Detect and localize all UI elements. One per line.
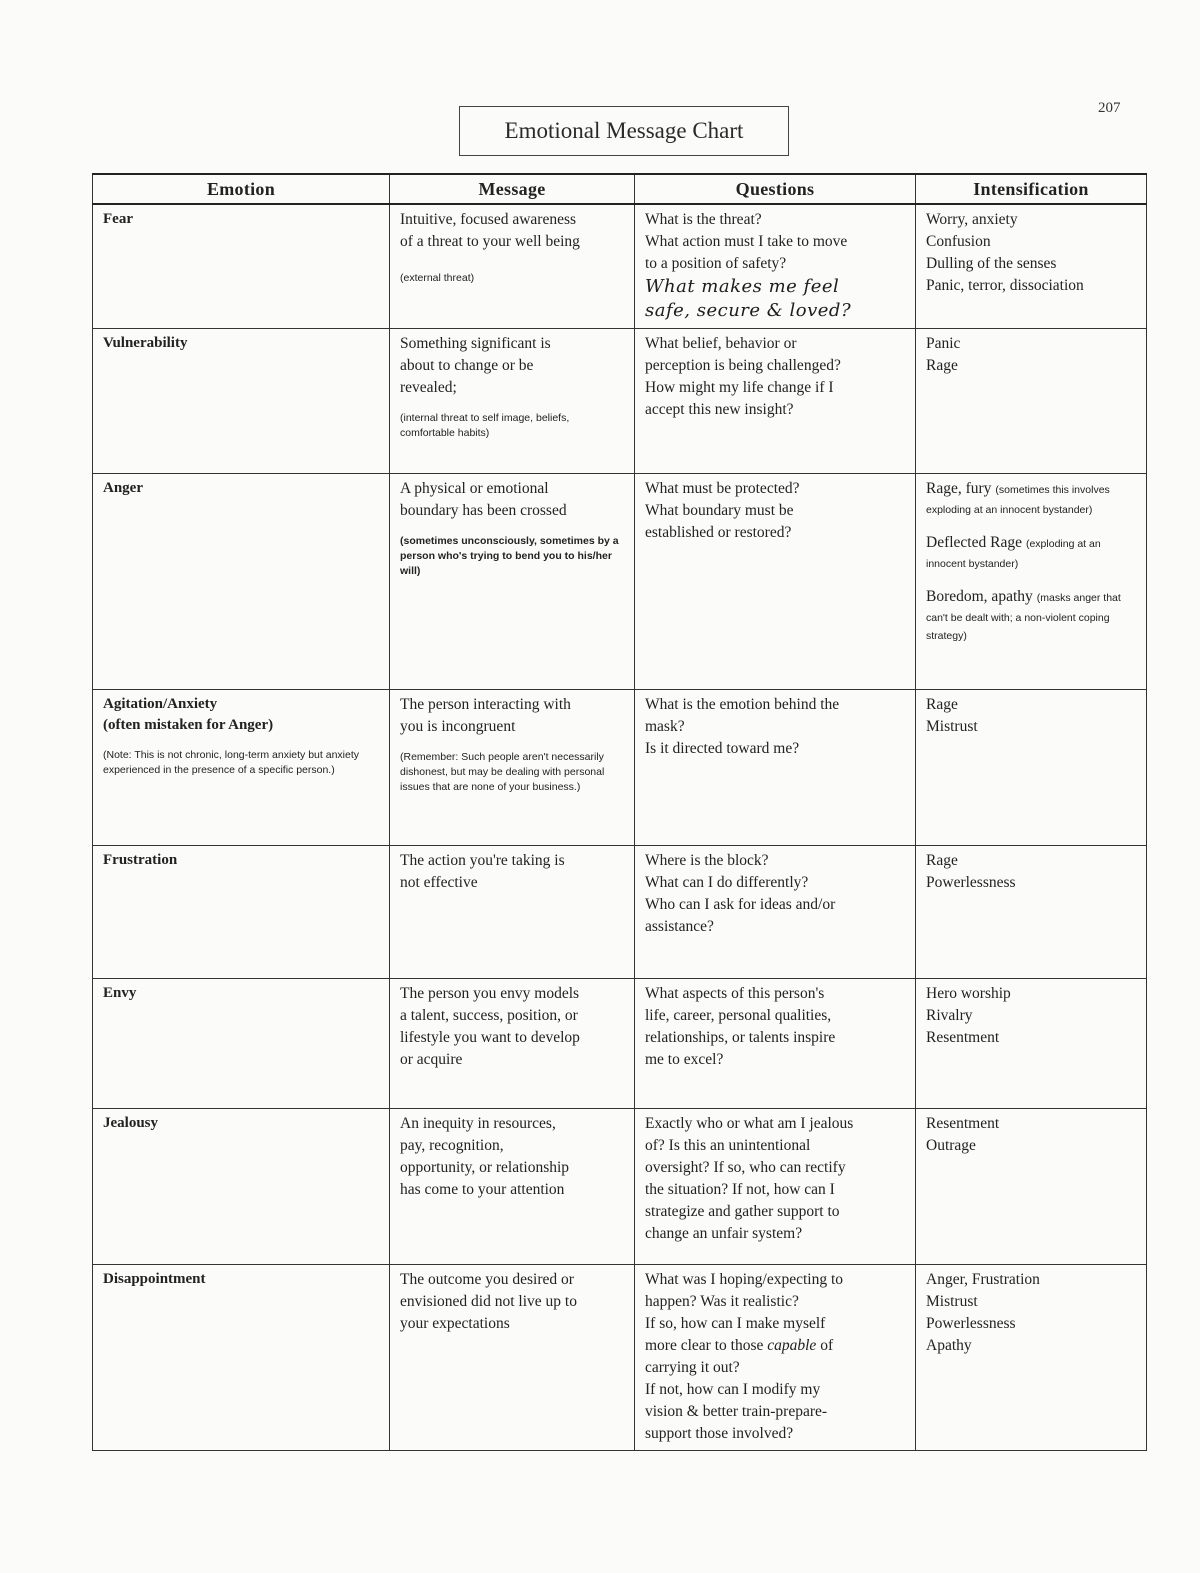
table-row-disappointment [93,1264,1147,1450]
table-row-vulnerability [93,328,1147,473]
question-line: me to excel? [645,1050,724,1068]
message-line: The person interacting with [400,695,571,713]
question-line: to a position of safety? [645,255,787,272]
message-line: An inequity in resources, [400,1114,556,1132]
intensification-line: Mistrust [926,1292,978,1310]
intensification-note: (sometimes this involves exploding at an innocent bystander) [926,483,1110,516]
emotion-name: Envy [103,984,137,1001]
message-line: Something significant is [400,334,551,352]
intensification-line: Rivalry [926,1006,973,1024]
question-line: relationships, or talents inspire [645,1028,836,1046]
question-text: of [816,1336,834,1354]
emotion-name: Frustration [103,851,178,868]
emotion-name: Vulnerability [103,334,188,351]
message-line: a talent, success, position, or [400,1006,578,1024]
emotion-note: (Note: This is not chronic, long-term anxiety but anxiety experienced in the presence of a specific person.) [103,748,360,776]
emotion-cell [93,328,390,473]
emotion-cell [93,845,390,978]
questions-cell [635,204,916,328]
message-line: envisioned did not live up to [400,1292,577,1310]
intensification-cell [916,1108,1147,1264]
intensification-cell [916,328,1147,473]
question-line: support those involved? [645,1424,794,1442]
intensification-note: (masks anger that can't be dealt with; a non-violent coping strategy) [926,591,1121,642]
question-text: more clear to those [645,1336,768,1354]
intensification-cell [916,845,1147,978]
question-line: Where is the block? [645,851,769,869]
message-cell [390,328,635,473]
intensification-line: Worry, anxiety [926,211,1018,228]
question-line: oversight? If so, who can rectify [645,1158,846,1176]
questions-cell [635,689,916,845]
emotion-name: Jealousy [103,1114,159,1131]
emotion-name: Anger [103,479,143,496]
question-line: vision & better train-prepare- [645,1402,828,1420]
message-cell [390,473,635,689]
message-note: (sometimes unconsciously, sometimes by a person who's trying to bend you to his/her will) [400,534,619,577]
message-cell [390,978,635,1108]
message-note: (Remember: Such people aren't necessarily dishonest, but may be dealing with personal issues that are none of your business.) [400,750,605,793]
emotion-cell [93,1108,390,1264]
question-line: perception is being challenged? [645,356,841,374]
emotion-cell [93,978,390,1108]
question-line: What boundary must be [645,501,794,519]
question-line [645,1335,907,1357]
intensification-block [926,478,1138,518]
message-note: (internal threat to self image, beliefs, comfortable habits) [400,411,570,439]
table-row-frustration [93,845,1147,978]
questions-cell [635,1264,916,1450]
emotion-name: Fear [103,211,133,227]
message-line: revealed; [400,378,457,396]
intensification-line: Powerlessness [926,1314,1016,1332]
table-row-agitation-anxiety [93,689,1147,845]
message-line: pay, recognition, [400,1136,504,1154]
questions-cell [635,1108,916,1264]
question-line: How might my life change if I [645,378,834,396]
table-row-envy [93,978,1147,1108]
message-line: you is incongruent [400,717,516,735]
message-line: your expectations [400,1314,510,1332]
page-number: 207 [1098,100,1121,116]
table-row-anger [93,473,1147,689]
message-cell [390,845,635,978]
intensification-line: Dulling of the senses [926,255,1057,272]
message-cell [390,1264,635,1450]
intensification-block [926,586,1138,644]
message-line: Intuitive, focused awareness [400,211,577,228]
message-line: The action you're taking is [400,851,565,869]
message-line: has come to your attention [400,1180,565,1198]
question-line: What is the emotion behind the [645,695,840,713]
intensification-line: Outrage [926,1136,976,1154]
question-line: strategize and gather support to [645,1202,840,1220]
message-line: boundary has been crossed [400,501,567,519]
message-line: about to change or be [400,356,534,374]
question-line: If not, how can I modify my [645,1380,821,1398]
questions-cell [635,978,916,1108]
emotion-name: Disappointment [103,1270,206,1287]
handwritten-note-line: What makes me feel [645,276,840,297]
intensification-line: Hero worship [926,984,1011,1002]
intensification-line: Rage [926,695,958,713]
intensification-cell [916,473,1147,689]
intensification-cell [916,978,1147,1108]
emotion-cell [93,204,390,328]
question-line: accept this new insight? [645,400,794,418]
emotion-name: Agitation/Anxiety [103,695,218,712]
message-cell [390,204,635,328]
page-title: Emotional Message Chart [459,106,789,156]
emotion-cell [93,1264,390,1450]
question-line: happen? Was it realistic? [645,1292,799,1310]
question-emphasis: capable [767,1336,817,1354]
emotion-cell [93,689,390,845]
intensification-line: Apathy [926,1336,972,1354]
question-line: Who can I ask for ideas and/or [645,895,836,913]
message-line: of a threat to your well being [400,233,580,250]
message-line: or acquire [400,1050,463,1068]
intensification-cell [916,689,1147,845]
handwritten-note-line: safe, secure & loved? [645,300,852,321]
question-line: change an unfair system? [645,1224,803,1242]
table-row-jealousy [93,1108,1147,1264]
table-row-fear [93,204,1147,328]
intensification-line: Powerlessness [926,873,1016,891]
message-line: lifestyle you want to develop [400,1028,580,1046]
table-header-row [93,174,1147,204]
question-line: What was I hoping/expecting to [645,1270,844,1288]
emotion-subtitle: (often mistaken for Anger) [103,716,274,733]
questions-cell [635,328,916,473]
question-line: What aspects of this person's [645,984,825,1002]
question-line: the situation? If not, how can I [645,1180,835,1198]
message-line: A physical or emotional [400,479,549,497]
column-header-emotion: Emotion [93,174,390,204]
intensification-line: Anger, Frustration [926,1270,1040,1288]
question-line: Is it directed toward me? [645,739,800,757]
intensification-line: Confusion [926,233,991,250]
message-cell [390,1108,635,1264]
intensification-cell [916,204,1147,328]
intensification-line: Resentment [926,1028,1000,1046]
question-line: assistance? [645,917,714,935]
intensification-line: Panic, terror, dissociation [926,277,1084,294]
message-line: The person you envy models [400,984,580,1002]
question-line: mask? [645,717,685,735]
message-cell [390,689,635,845]
question-line: life, career, personal qualities, [645,1006,832,1024]
intensification-line: Mistrust [926,717,978,735]
intensification-main: Rage, fury [926,479,992,497]
questions-cell [635,473,916,689]
intensification-note: (exploding at an innocent bystander) [926,537,1101,570]
question-line: Exactly who or what am I jealous [645,1114,854,1132]
column-header-intensification: Intensification [916,174,1147,204]
question-line: What must be protected? [645,479,800,497]
intensification-line: Resentment [926,1114,1000,1132]
message-line: opportunity, or relationship [400,1158,570,1176]
column-header-message: Message [390,174,635,204]
question-line: carrying it out? [645,1358,740,1376]
question-line: What can I do differently? [645,873,809,891]
message-note: (external threat) [400,272,475,284]
intensification-line: Rage [926,356,958,374]
question-line: What action must I take to move [645,233,848,250]
intensification-block [926,532,1138,572]
question-line: What belief, behavior or [645,334,797,352]
intensification-main: Boredom, apathy [926,587,1033,605]
question-line: of? Is this an unintentional [645,1136,811,1154]
question-line: If so, how can I make myself [645,1314,826,1332]
emotional-message-table [92,173,1147,1451]
emotion-cell [93,473,390,689]
question-line: What is the threat? [645,211,762,228]
question-line: established or restored? [645,523,792,541]
intensification-line: Rage [926,851,958,869]
message-line: The outcome you desired or [400,1270,574,1288]
message-line: not effective [400,873,478,891]
intensification-main: Deflected Rage [926,533,1022,551]
intensification-line: Panic [926,334,961,352]
questions-cell [635,845,916,978]
intensification-cell [916,1264,1147,1450]
column-header-questions: Questions [635,174,916,204]
